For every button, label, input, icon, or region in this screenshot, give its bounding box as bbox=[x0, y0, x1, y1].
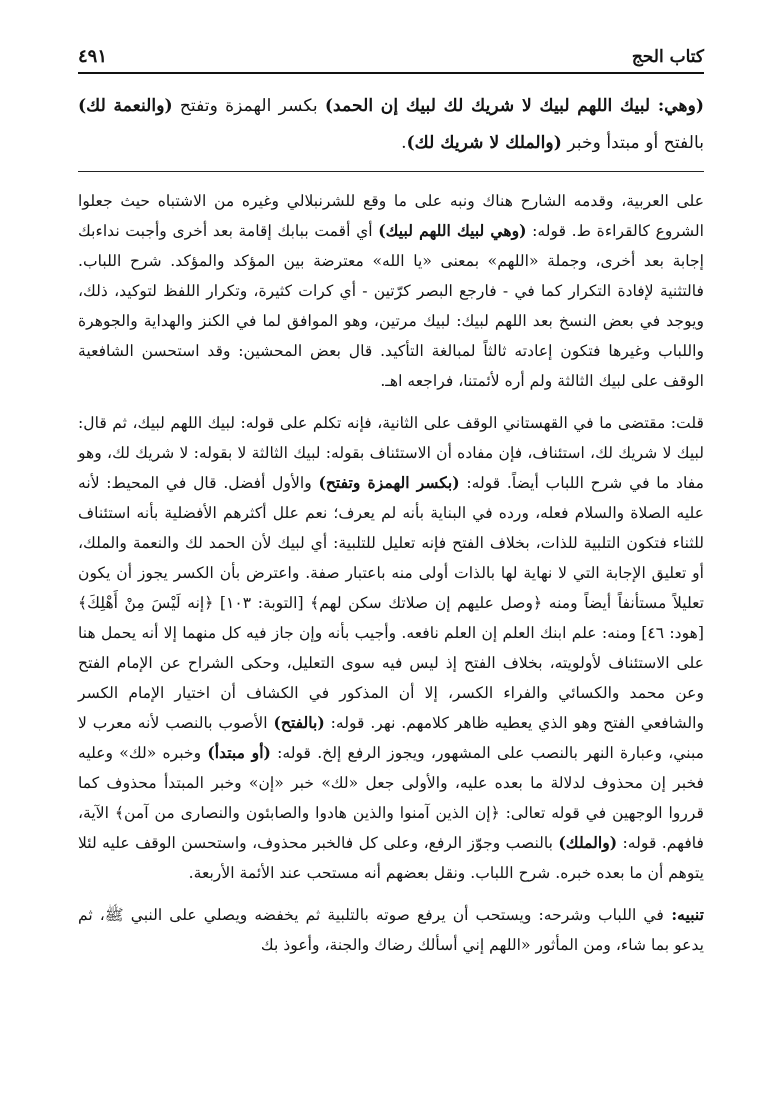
commentary-paragraph-2 bbox=[78, 408, 704, 888]
bold-quote: تنبيه: bbox=[663, 905, 704, 924]
text-run: بكسر الهمزة وتفتح bbox=[172, 96, 325, 116]
text-run: الأصوب بالنصب لأنه معرب لا مبني، وعبارة النهر بالنصب على المشهور، ويجوز الرفع إلخ. قوله: bbox=[78, 714, 704, 762]
text-run: أي أقمت ببابك إقامة بعد أخرى وأجبت نداءبك إجابة بعد أخرى، وجملة «اللهم» بمعنى «يا الله» معترضة بين المؤكد والمؤكد. شرح اللباب. فالتثنية لإفادة التكرار كما في - فارجع البصر كرّتين - أي كرات كثيرة، وتكرار اللفظ لتوكيد، ذلك، ويوجد في بعض النسخ بعد اللهم لبيك: لبيك مرتين، وهو الموافق لما في الكنز والهداية والجوهرة واللباب وغيرها فتكون إعادته ثالثاً لمبالغة التأكيد. قال بعض المحشين: وقد استحسن الشافعية الوقف على لبيك الثالثة ولم أره لأئمتنا، فراجعه اهـ. bbox=[78, 222, 704, 390]
bold-quote: (بكسر الهمزة وتفتح) bbox=[318, 473, 460, 492]
commentary-paragraph-1 bbox=[78, 186, 704, 396]
text-run: على العربية، وقدمه الشارح هناك ونبه على ما وقع للشرنبلالي وغيره من الاشتباه حيث جعلوا الشروع كالقراءة ط. قوله: bbox=[78, 192, 705, 240]
book-page bbox=[78, 38, 704, 1095]
text-run: قلت: مقتضى ما في القهستاني الوقف على الثانية، فإنه تكلم على قوله: لبيك اللهم لبيك، ثم قال: لبيك لا شريك لك، استئناف، فإن مفاده أن الاستئناف بقوله: لبيك الثالثة لا بقوله: لا شريك لك، وهو مفاد ما في شرح اللباب أيضاً. قوله: bbox=[78, 414, 704, 492]
commentary-paragraph-3 bbox=[78, 900, 704, 960]
separator-line bbox=[78, 171, 704, 172]
page-header bbox=[78, 38, 704, 74]
text-run: في اللباب وشرحه: ويستحب أن يرفع صوته بالتلبية ثم يخفضه ويصلي على النبي ﷺ، ثم يدعو بما شاء، ومن المأثور «اللهم إني أسألك رضاك والجنة، وأعوذ بك bbox=[78, 906, 704, 954]
bold-quote: (بالفتح) bbox=[273, 713, 325, 732]
page-number: ٤٩١ bbox=[78, 46, 108, 67]
text-run: . bbox=[401, 133, 407, 153]
bold-quote: (والملك لا شريك لك) bbox=[406, 133, 562, 153]
main-text-line bbox=[78, 96, 704, 153]
bold-quote: (أو مبتدأ) bbox=[207, 743, 271, 762]
bold-quote: (وهي: لبيك اللهم لبيك لا شريك لك لبيك إن الحمد) bbox=[324, 96, 704, 116]
book-title: كتاب الحج bbox=[631, 47, 704, 67]
main-text bbox=[78, 88, 704, 162]
text-run: بالنصب وجوّز الرفع، وعلى كل فالخبر محذوف، واستحسن الوقف عليه لئلا يتوهم أن ما بعده خبره. شرح اللباب. ونقل بعضهم أنه مستحب عند الأئمة الأربعة. bbox=[78, 834, 704, 882]
text-run: وخبره «لك» وعليه فخبر إن محذوف لدلالة ما بعده عليه، والأولى جعل «لك» خبر «إن» وخبر المبتدأ محذوف كما قرروا الوجهين في قوله تعالى: ﴿إن الذين آمنوا والذين هادوا والصابئون والنصارى من آمن﴾ الآية، فافهم. قوله: bbox=[78, 744, 704, 852]
commentary bbox=[78, 186, 704, 972]
bold-quote: (والملك) bbox=[558, 833, 618, 852]
text-run: بالفتح أو مبتدأ وخبر bbox=[561, 133, 704, 153]
text-run: والأول أفضل. قال في المحيط: لأنه عليه الصلاة والسلام فعله، ورده في البناية بأنه لم يعرف؛ نعم علل أكثرهم الأفضلية بأنه استئناف للثناء فتكون التلبية للذات، بخلاف الفتح فإنه تعليل للتلبية: أي لبيك لأن الحمد لك والنعمة والملك، أو تعليق الإجابة التي لا نهاية لها بالذات أولى منه باعتبار صفة. واعترض بأن الكسر يجوز أن يكون تعليلاً مستأنفاً أيضاً ومنه ﴿وصل عليهم إن صلاتك سكن لهم﴾ [التوبة: ١٠٣] ﴿إنه لَيْسَ مِنْ أَهْلِكَ﴾ [هود: ٤٦] ومنه: علم ابنك العلم إن العلم نافعه. وأجيب بأنه وإن جاز فيه كل منهما إلا أنه يحمل هنا على الاستئناف لأولويته، بخلاف الفتح إذ ليس فيه سوى التعليل، وحكى الشراح عن الإمام الفتح وعن محمد والكسائي والفراء الكسر، إلا أن المذكور في الكشاف أن اختيار الإمام الكسر والشافعي الفتح وهو الذي يعطيه ظاهر كلامهم. نهر. قوله: bbox=[78, 474, 704, 732]
bold-quote: (وهي لبيك اللهم لبيك) bbox=[378, 221, 527, 240]
bold-quote: (والنعمة لك) bbox=[78, 96, 173, 116]
